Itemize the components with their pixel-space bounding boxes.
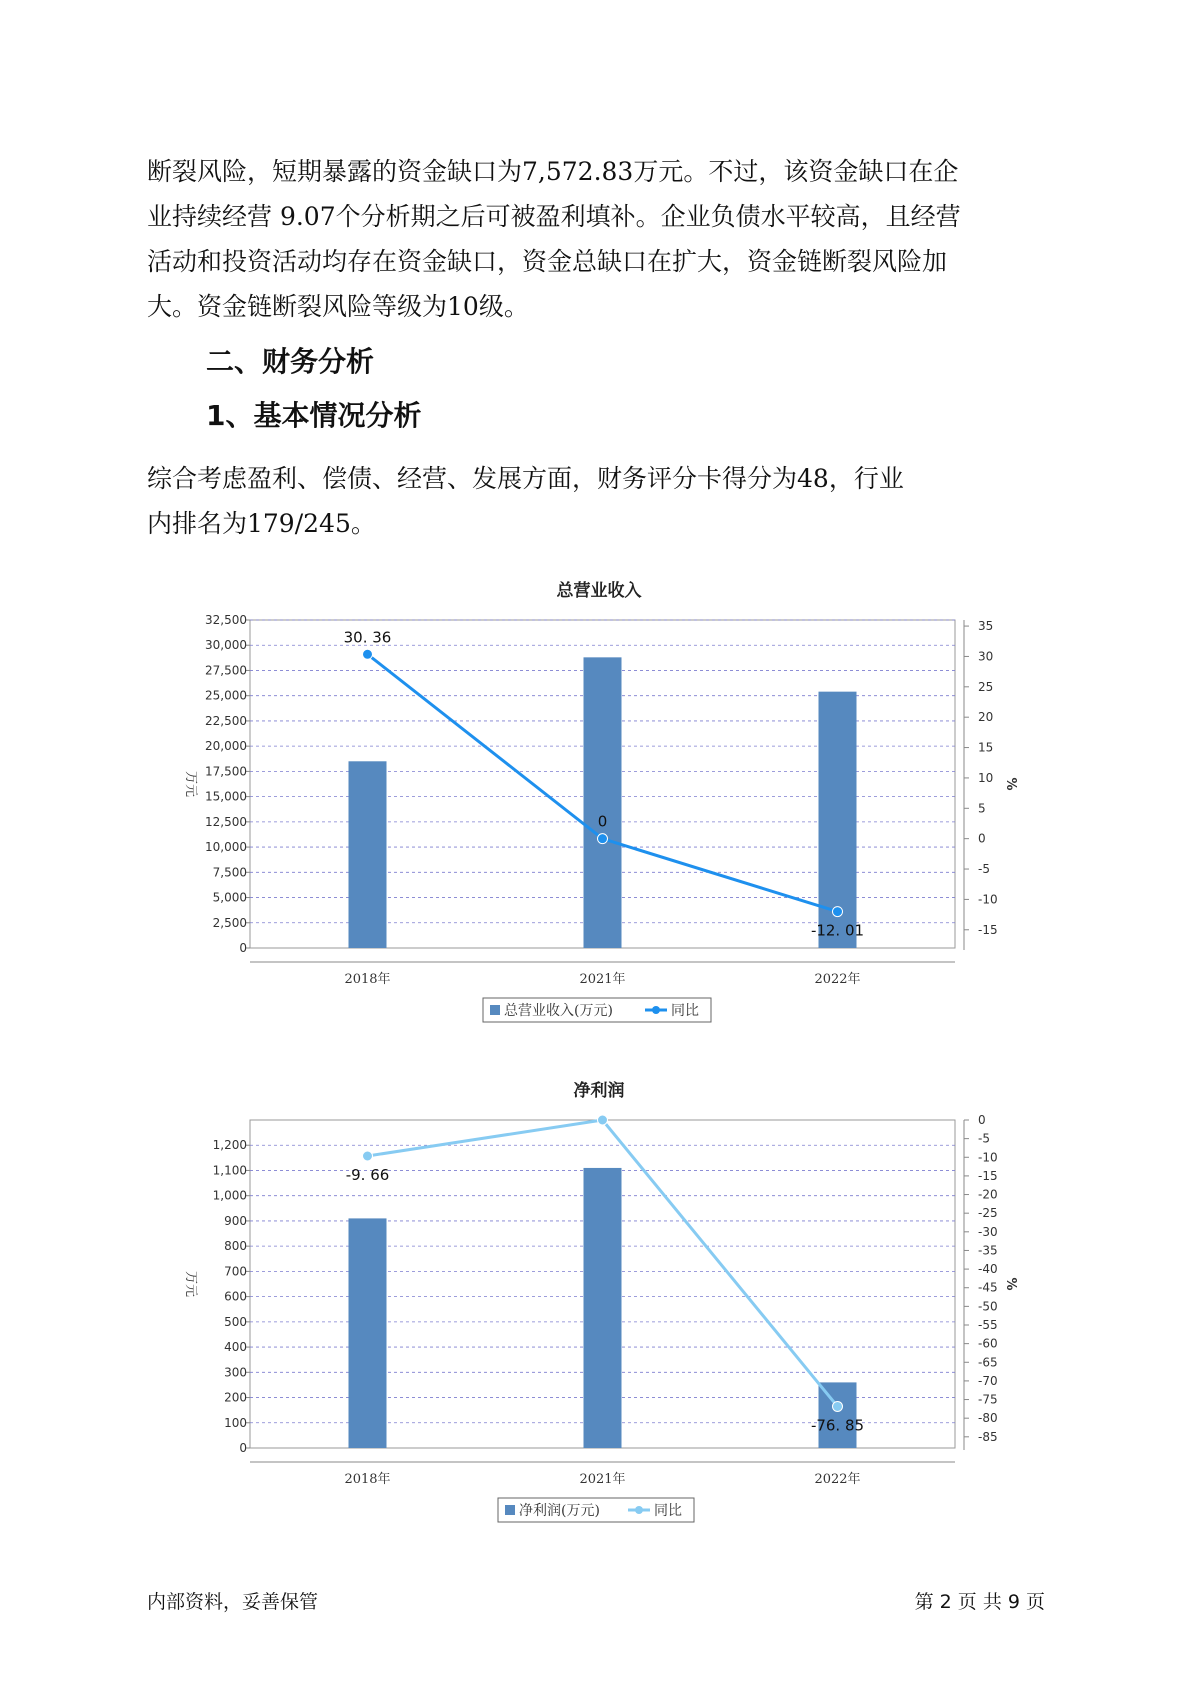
x-tick-label: 2021年 [579,972,626,987]
chart-title: 净利润 [573,1081,625,1101]
y2-tick-label: -30 [978,1224,998,1239]
y2-tick-label: -5 [978,862,990,877]
text-line: 业持续经营 9.07个分析期之后可被盈利填补。企业负债水平较高，且经营 [147,202,961,231]
bar [584,657,622,948]
y2-tick-label: -40 [978,1262,998,1277]
bar [349,1218,387,1448]
y-tick-label: 1,000 [212,1188,247,1203]
score-paragraph [147,456,1059,546]
legend-bar-swatch [490,1005,500,1015]
y-tick-label: 10,000 [205,840,247,855]
yoy-point [363,1151,373,1161]
legend-bar-label: 总营业收入(万元) [504,1003,613,1019]
chart-title: 总营业收入 [556,581,642,601]
yoy-point [598,834,608,844]
y-tick-label: 0 [239,941,247,955]
x-tick-label: 2022年 [814,972,861,987]
x-tick-label: 2018年 [344,972,391,987]
y2-tick-label: 25 [978,679,994,694]
y-tick-label: 2,500 [212,915,247,930]
text-line: 大。资金链断裂风险等级为10级。 [147,292,529,321]
y-tick-label: 400 [224,1340,247,1355]
y2-tick-label: -20 [978,1187,998,1202]
legend-line-label: 同比 [671,1003,699,1019]
y2-tick-label: -75 [978,1392,998,1407]
y2-tick-label: 20 [978,710,994,725]
yoy-point [833,907,843,917]
text-line: 断裂风险，短期暴露的资金缺口为7,572.83万元。不过，该资金缺口在企 [147,157,959,186]
y2-axis-label: % [1003,777,1018,791]
data-label: -12. 01 [810,921,865,940]
y2-tick-label: -80 [978,1411,998,1426]
y2-tick-label: -85 [978,1429,998,1444]
y-axis-label: 万元 [183,770,198,798]
y-tick-label: 12,500 [205,814,247,829]
data-label: 0 [597,812,608,831]
y2-tick-label: -70 [978,1373,998,1388]
y2-tick-label: -10 [978,1150,998,1165]
legend-line-marker [635,1506,643,1514]
legend-bar-swatch [505,1505,515,1515]
y-tick-label: 1,100 [212,1163,247,1178]
risk-paragraph [147,149,1059,329]
y2-tick-label: -55 [978,1318,998,1332]
text-line: 内排名为179/245。 [147,509,376,538]
y-tick-label: 100 [224,1415,247,1430]
y-tick-label: 500 [224,1314,247,1329]
y2-tick-label: -10 [978,892,998,907]
y-tick-label: 800 [224,1239,247,1254]
y-tick-label: 700 [224,1264,247,1279]
yoy-point [363,649,373,659]
yoy-point [598,1115,608,1125]
y-tick-label: 0 [239,1441,247,1455]
y2-axis-label: % [1003,1277,1018,1291]
legend-bar-label: 净利润(万元) [519,1503,600,1519]
y-tick-label: 600 [224,1289,247,1304]
y2-tick-label: 30 [978,649,994,664]
bar [349,761,387,948]
revenue-chart [0,560,1191,1030]
y-tick-label: 1,200 [212,1138,247,1153]
text-line: 活动和投资活动均存在资金缺口，资金总缺口在扩大，资金链断裂风险加 [147,247,948,276]
y2-tick-label: 0 [978,831,986,846]
subsection-heading: 1、基本情况分析 [206,399,422,432]
y2-tick-label: -35 [978,1243,998,1258]
x-tick-label: 2021年 [579,1472,626,1487]
y2-tick-label: -15 [978,922,998,937]
y2-tick-label: 0 [978,1113,986,1127]
y-tick-label: 27,500 [205,663,247,678]
y2-tick-label: -45 [978,1280,998,1295]
footer-confidential: 内部资料，妥善保管 [147,1591,319,1613]
y-tick-label: 200 [224,1390,247,1405]
text-line: 综合考虑盈利、偿债、经营、发展方面，财务评分卡得分为48，行业 [147,464,904,493]
y-tick-label: 17,500 [205,764,247,779]
y-tick-label: 22,500 [205,713,247,728]
data-label: -76. 85 [810,1416,865,1435]
data-label: 30. 36 [343,628,392,647]
y2-tick-label: 5 [978,801,986,816]
page-number: 第 2 页 共 9 页 [914,1591,1045,1613]
y-tick-label: 300 [224,1365,247,1380]
net-profit-chart [0,1060,1191,1530]
y2-tick-label: -60 [978,1336,998,1351]
y2-tick-label: -50 [978,1299,998,1314]
x-tick-label: 2018年 [344,1472,391,1487]
y-tick-label: 15,000 [205,789,247,804]
x-tick-label: 2022年 [814,1472,861,1487]
y-axis-label: 万元 [183,1270,198,1298]
y2-tick-label: -25 [978,1206,998,1221]
y2-tick-label: -5 [978,1131,990,1146]
y2-tick-label: 15 [978,740,994,755]
y-tick-label: 25,000 [205,688,247,703]
legend-line-marker [652,1006,660,1014]
y2-tick-label: 10 [978,770,994,785]
section-heading: 二、财务分析 [206,345,375,378]
y2-tick-label: 35 [978,619,994,634]
data-label: -9. 66 [345,1166,390,1185]
y-tick-label: 7,500 [212,865,247,880]
y-tick-label: 32,500 [205,613,247,627]
bar [584,1168,622,1448]
y2-tick-label: -65 [978,1355,998,1370]
legend-line-label: 同比 [654,1503,682,1519]
y-tick-label: 20,000 [205,739,247,754]
yoy-point [833,1401,843,1411]
y2-tick-label: -15 [978,1168,998,1183]
y-tick-label: 30,000 [205,638,247,653]
y-tick-label: 900 [224,1213,247,1228]
y-tick-label: 5,000 [212,890,247,905]
